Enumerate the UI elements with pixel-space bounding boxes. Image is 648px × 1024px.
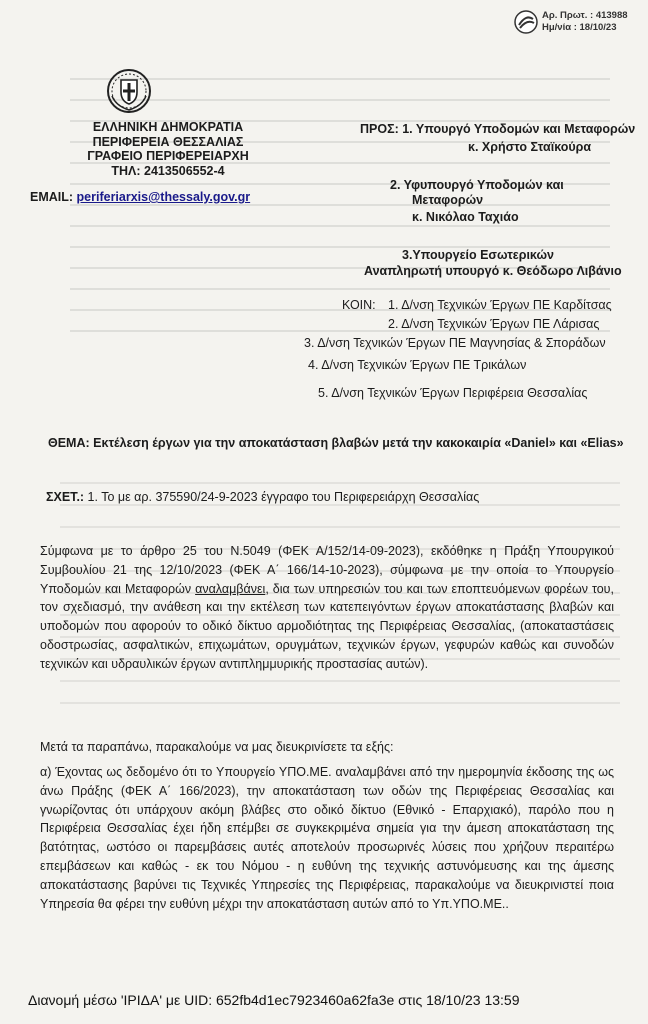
- sender-phone: ΤΗΛ: 2413506552-4: [111, 163, 225, 178]
- body-paragraph-3: [40, 763, 614, 913]
- body-p2-text: Μετά τα παραπάνω, παρακαλούμε να μας διευκρινίσετε τα εξής:: [40, 740, 394, 754]
- distribution-footer: Διανομή μέσω 'ΙΡΙΔΑ' με UID: 652fb4d1ec7923460a62fa3e στις 18/10/23 13:59: [28, 992, 520, 1008]
- cc-item-2: 2. Δ/νση Τεχνικών Έργων ΠΕ Λάρισας: [388, 317, 600, 331]
- recipient-1-name: κ. Χρήστο Σταϊκούρα: [468, 140, 592, 154]
- email-link[interactable]: periferiarxis@thessaly.gov.gr: [76, 190, 251, 204]
- cc-item-1: 1. Δ/νση Τεχνικών Έργων ΠΕ Καρδίτσας: [388, 298, 612, 312]
- cc-item-3: 3. Δ/νση Τεχνικών Έργων ΠΕ Μαγνησίας & Σποράδων: [304, 336, 606, 350]
- cc-item-4: 4. Δ/νση Τεχνικών Έργων ΠΕ Τρικάλων: [308, 358, 527, 372]
- cc-item-5: 5. Δ/νση Τεχνικών Έργων Περιφέρεια Θεσσαλίας: [318, 386, 588, 400]
- protocol-stamp: [514, 8, 644, 38]
- protocol-number: Αρ. Πρωτ. : 413988: [542, 10, 628, 21]
- sender-region: ΠΕΡΙΦΕΡΕΙΑ ΘΕΣΣΑΛΙΑΣ: [92, 134, 244, 149]
- greek-coat-of-arms-icon: [106, 68, 152, 114]
- subject-line: ΘΕΜΑ: Εκτέλεση έργων για την αποκατάσταση βλαβών μετά την κακοκαιρία «Daniel» και «Elias»: [48, 436, 624, 450]
- sender-country: ΕΛΛΗΝΙΚΗ ΔΗΜΟΚΡΑΤΙΑ: [92, 120, 244, 134]
- body-p1-underlined: αναλαμβάνει: [195, 581, 266, 596]
- recipient-1-title: ΠΡΟΣ: 1. Υπουργό Υποδομών και Μεταφορών: [360, 122, 636, 136]
- recipient-2-title: 2. Υφυπουργό Υποδομών και: [390, 178, 564, 192]
- reference-line: [46, 490, 479, 504]
- recipient-2-name: κ. Νικόλαο Ταχιάο: [412, 210, 519, 224]
- email-label: EMAIL:: [30, 190, 77, 204]
- recipient-3-title: 3.Υπουργείο Εσωτερικών: [402, 248, 554, 262]
- iris-logo-icon: [514, 10, 538, 34]
- recipient-3-name: Αναπληρωτή υπουργό κ. Θεόδωρο Λιβάνιο: [364, 264, 622, 278]
- body-paragraph-1: [40, 542, 614, 674]
- reference-label: ΣΧΕΤ.:: [46, 490, 85, 504]
- body-paragraph-2: [40, 738, 614, 757]
- body-p3-text: α) Έχοντας ως δεδομένο ότι το Υπουργείο ΥΠΟ.ΜΕ. αναλαμβάνει από την ημερομηνία έκδοσης της ως άνω Πράξης (ΦΕΚ Α΄ 166/2023), την αποκατάσταση των οδών της Περιφέρειας Θεσσαλίας και γνωρίζοντας ότι υπάρχουν ακόμη βλάβες στο οδικό δίκτυο (Εθνικό - Επαρχιακό), παρόλο που η Περιφέρεια Θεσσαλίας έχει ήδη επέμβει σε συγκεκριμένα σημεία για την άμεση αποκατάσταση της βατότητας, ωστόσο οι παρεμβάσεις αυτές αποτελούν προσωρινές λύσεις που χρήζουν περαιτέρω επεμβάσεων και καθώς - εκ του Νόμου - η ευθύνη της τεχνικής αστυνόμευσης και της άμεσης αποκατάστασης βαρύνει τις Τεχνικές Υπηρεσίες της Περιφέρειας, παρακαλούμε να διευκρινιστεί ποια Υπηρεσία θα φέρει την ευθύνη μέχρι την αποκατάσταση αυτών από το Υπ.ΥΠΟ.ΜΕ..: [40, 765, 614, 911]
- recipient-2-title-cont: Μεταφορών: [412, 193, 484, 207]
- body-p1-text-cont: , δια των υπηρεσιών του και των εποπτευόμενων φορέων του, τον σχεδιασμό, την ανάθεση και την εκτέλεση των κατεπειγόντων έργων αποκατάστασης βλαβών και υποδομών που αφορούν το οδικό δίκτυο αρμοδιότητας της Περιφέρειας Θεσσαλίας, (αποκαταστάσεις οδοστρωσίας, ασφαλτικών, επιχωμάτων, ορυγμάτων, τεχνικών έργων, γεφυρών καθώς και συνοδών τεχνικών και υδραυλικών έργων αντιπλημμυρικής προστασίας αυτών).: [40, 581, 614, 671]
- sender-office: ΓΡΑΦΕΙΟ ΠΕΡΙΦΕΡΕΙΑΡΧΗ: [87, 149, 249, 163]
- reference-text: 1. Το με αρ. 375590/24-9-2023 έγγραφο του Περιφερειάρχη Θεσσαλίας: [84, 490, 480, 504]
- cc-label: ΚΟΙΝ:: [342, 298, 376, 312]
- protocol-date: Ημ/νία : 18/10/23: [542, 22, 617, 33]
- body-p1-text: Σύμφωνα με το άρθρο 25 του Ν.5049 (ΦΕΚ Α/152/14-09-2023), εκδόθηκε η Πράξη Υπουργικού Συμβουλίου 21 της 12/10/2023 (ΦΕΚ Α΄ 166/14-10-2023), σύμφωνα με την οποία το Υπουργείο Υποδομών και Μεταφορών: [40, 544, 614, 596]
- sender-block: [48, 120, 288, 178]
- sender-email-line: [30, 190, 250, 204]
